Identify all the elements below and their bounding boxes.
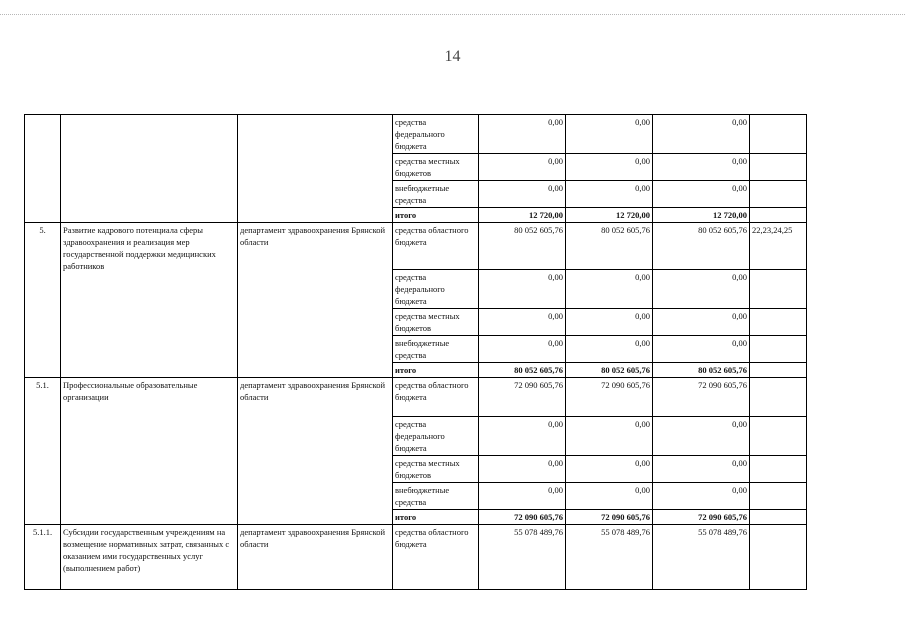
indicator-ref	[750, 154, 807, 181]
value-year2: 72 090 605,76	[566, 378, 653, 417]
executor: департамент здравоохранения Брянской области	[238, 378, 393, 525]
value-year3: 0,00	[653, 181, 750, 208]
measure-name: Профессиональные образовательные организации	[61, 378, 238, 525]
value-year2: 55 078 489,76	[566, 525, 653, 590]
funding-source: средства местных бюджетов	[393, 309, 479, 336]
indicator-ref	[750, 270, 807, 309]
measure-name: Развитие кадрового потенциала сферы здравоохранения и реализация мер государственной поддержки медицинских работников	[61, 223, 238, 378]
indicator-ref	[750, 456, 807, 483]
value-year2: 0,00	[566, 270, 653, 309]
value-year1: 0,00	[479, 417, 566, 456]
indicator-ref	[750, 378, 807, 417]
value-year3: 72 090 605,76	[653, 378, 750, 417]
budget-table	[24, 114, 807, 590]
indicator-ref	[750, 525, 807, 590]
indicator-ref	[750, 363, 807, 378]
funding-source: средства областного бюджета	[393, 525, 479, 590]
value-year3: 0,00	[653, 417, 750, 456]
value-year2: 0,00	[566, 181, 653, 208]
measure-name	[61, 115, 238, 223]
indicator-ref	[750, 336, 807, 363]
indicator-ref	[750, 483, 807, 510]
table-row	[25, 223, 807, 270]
value-year1: 0,00	[479, 309, 566, 336]
indicator-ref: 22,23,24,25	[750, 223, 807, 270]
value-year1: 80 052 605,76	[479, 223, 566, 270]
value-year2: 80 052 605,76	[566, 363, 653, 378]
funding-source: итого	[393, 208, 479, 223]
scan-artifact-line	[0, 14, 905, 15]
indicator-ref	[750, 417, 807, 456]
row-number: 5.1.	[25, 378, 61, 525]
page-number: 14	[444, 48, 461, 65]
value-year2: 0,00	[566, 456, 653, 483]
funding-source: средства местных бюджетов	[393, 154, 479, 181]
executor: департамент здравоохранения Брянской области	[238, 525, 393, 590]
value-year2: 0,00	[566, 309, 653, 336]
value-year2: 0,00	[566, 417, 653, 456]
value-year3: 72 090 605,76	[653, 510, 750, 525]
value-year1: 55 078 489,76	[479, 525, 566, 590]
table-row	[25, 525, 807, 590]
funding-source: внебюджетные средства	[393, 483, 479, 510]
value-year1: 0,00	[479, 336, 566, 363]
value-year1: 80 052 605,76	[479, 363, 566, 378]
value-year2: 80 052 605,76	[566, 223, 653, 270]
value-year3: 55 078 489,76	[653, 525, 750, 590]
funding-source: итого	[393, 510, 479, 525]
funding-source: внебюджетные средства	[393, 336, 479, 363]
indicator-ref	[750, 309, 807, 336]
indicator-ref	[750, 208, 807, 223]
row-number: 5.1.1.	[25, 525, 61, 590]
value-year3: 0,00	[653, 270, 750, 309]
row-number: 5.	[25, 223, 61, 378]
value-year2: 0,00	[566, 154, 653, 181]
row-number	[25, 115, 61, 223]
table-row	[25, 115, 807, 154]
value-year1: 0,00	[479, 154, 566, 181]
value-year3: 0,00	[653, 483, 750, 510]
value-year3: 80 052 605,76	[653, 363, 750, 378]
value-year3: 0,00	[653, 115, 750, 154]
value-year3: 0,00	[653, 309, 750, 336]
value-year1: 0,00	[479, 115, 566, 154]
value-year3: 12 720,00	[653, 208, 750, 223]
indicator-ref	[750, 115, 807, 154]
indicator-ref	[750, 181, 807, 208]
value-year2: 12 720,00	[566, 208, 653, 223]
measure-name: Субсидии государственным учреждениям на возмещение нормативных затрат, связанных с оказанием ими государственных услуг (выполнением работ)	[61, 525, 238, 590]
value-year1: 0,00	[479, 270, 566, 309]
value-year1: 0,00	[479, 483, 566, 510]
table-row	[25, 378, 807, 417]
executor: департамент здравоохранения Брянской области	[238, 223, 393, 378]
value-year1: 12 720,00	[479, 208, 566, 223]
value-year3: 0,00	[653, 336, 750, 363]
value-year1: 72 090 605,76	[479, 510, 566, 525]
funding-source: средства федерального бюджета	[393, 417, 479, 456]
value-year1: 0,00	[479, 181, 566, 208]
value-year2: 0,00	[566, 115, 653, 154]
value-year2: 0,00	[566, 483, 653, 510]
funding-source: средства областного бюджета	[393, 223, 479, 270]
value-year1: 0,00	[479, 456, 566, 483]
value-year2: 0,00	[566, 336, 653, 363]
funding-source: средства местных бюджетов	[393, 456, 479, 483]
value-year3: 0,00	[653, 154, 750, 181]
value-year3: 0,00	[653, 456, 750, 483]
funding-source: внебюджетные средства	[393, 181, 479, 208]
funding-source: итого	[393, 363, 479, 378]
funding-source: средства областного бюджета	[393, 378, 479, 417]
funding-source: средства федерального бюджета	[393, 115, 479, 154]
executor	[238, 115, 393, 223]
indicator-ref	[750, 510, 807, 525]
funding-source: средства федерального бюджета	[393, 270, 479, 309]
value-year1: 72 090 605,76	[479, 378, 566, 417]
value-year2: 72 090 605,76	[566, 510, 653, 525]
value-year3: 80 052 605,76	[653, 223, 750, 270]
